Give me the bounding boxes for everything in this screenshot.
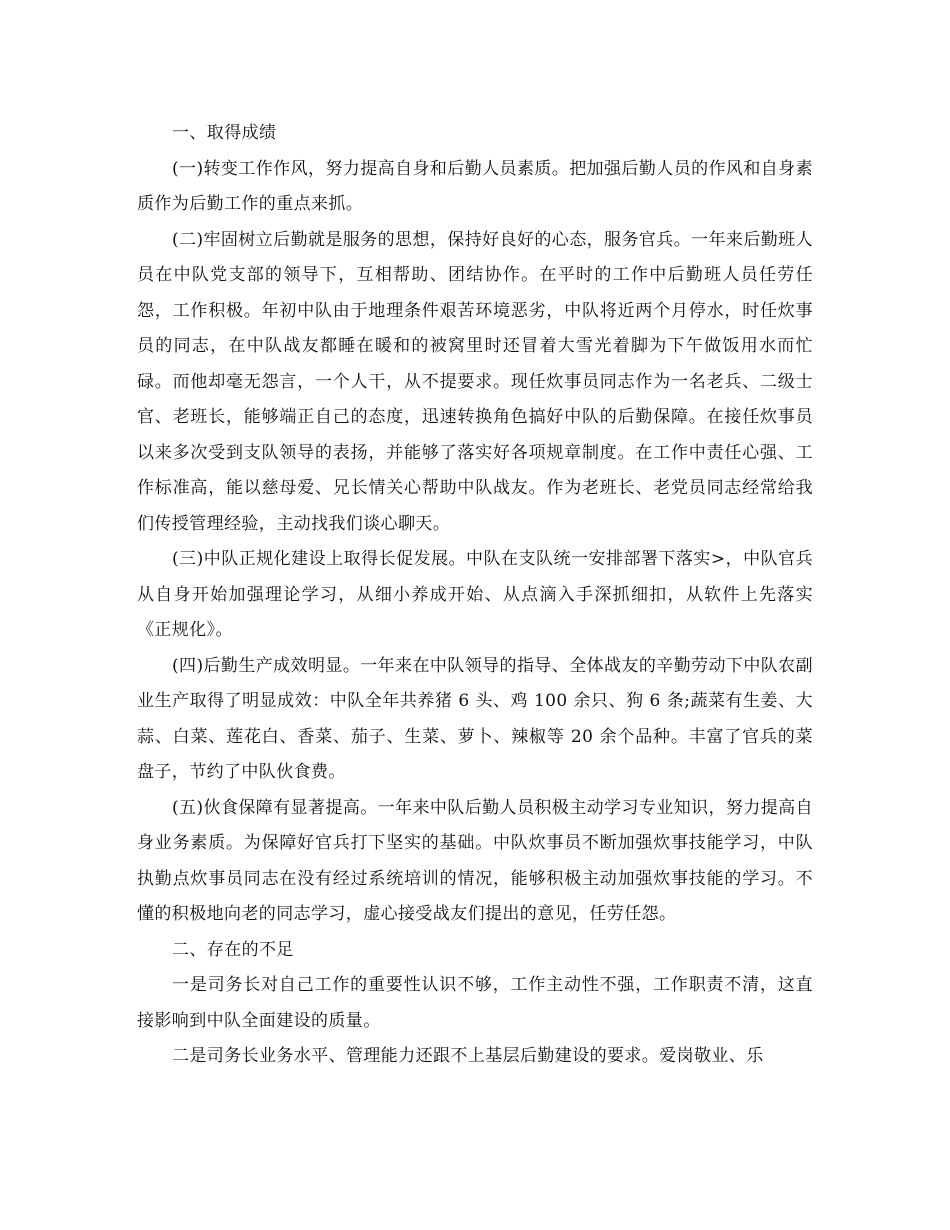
paragraph-shortcoming-two: 二是司务长业务水平、管理能力还跟不上基层后勤建设的要求。爱岗敬业、乐 (172, 1046, 764, 1066)
paragraph-shortcoming-one: 一是司务长对自己工作的重要性认识不够，工作主动性不强，工作职责不清，这直接影响到中队全面建设的质量。 (137, 975, 813, 1031)
document-body (137, 116, 813, 1075)
section-heading-shortcomings: 二、存在的不足 (172, 939, 294, 960)
paragraph-service-mindset: (二)牢固树立后勤就是服务的思想，保持好良好的心态，服务官兵。一年来后勤班人员在中队党支部的领导下，互相帮助、团结协作。在平时的工作中后勤班人员任劳任怨，工作积极。年初中队由于地理条件艰苦环境恶劣，中队将近两个月停水，时任炊事员的同志，在中队战友都睡在暖和的被窝里时还冒着大雪光着脚为下午做饭用水而忙碌。而他却毫无怨言，一个人干，从不提要求。现任炊事员同志作为一名老兵、二级士官、老班长，能够端正自己的态度，迅速转换角色搞好中队的后勤保障。在接任炊事员以来多次受到支队领导的表扬，并能够了落实好各项规章制度。在工作中责任心强、工作标准高，能以慈母爱、兄长情关心帮助中队战友。作为老班长、老党员同志经常给我们传授管理经验，主动找我们谈心聊天。 (137, 229, 813, 534)
section-heading-achievements: 一、取得成绩 (172, 123, 277, 143)
paragraph-standardization: (三)中队正规化建设上取得长促发展。中队在支队统一安排部署下落实>，中队官兵从自身开始加强理论学习，从细小养成开始、从点滴入手深抓细扣，从软件上先落实《正规化》。 (137, 549, 813, 640)
paragraph-work-style: (一)转变工作作风，努力提高自身和后勤人员素质。把加强后勤人员的作风和自身素质作为后勤工作的重点来抓。 (137, 158, 813, 214)
paragraph-production-results: (四)后勤生产成效明显。一年来在中队领导的指导、全体战友的辛勤劳动下中队农副业生产取得了明显成效：中队全年共养猪 6 头、鸡 100 余只、狗 6 条;蔬菜有生姜、大蒜、白菜、莲花白、香菜、茄子、生菜、萝卜、辣椒等 20 余个品种。丰富了官兵的菜盘子，节约了中队伙食费。 (137, 655, 813, 782)
paragraph-meal-support: (五)伙食保障有显著提高。一年来中队后勤人员积极主动学习专业知识，努力提高自身业务素质。为保障好官兵打下坚实的基础。中队炊事员不断加强炊事技能学习，中队执勤点炊事员同志在没有经过系统培训的情况，能够积极主动加强炊事技能的学习。不懂的积极地向老的同志学习，虚心接受战友们提出的意见，任劳任怨。 (137, 797, 813, 924)
